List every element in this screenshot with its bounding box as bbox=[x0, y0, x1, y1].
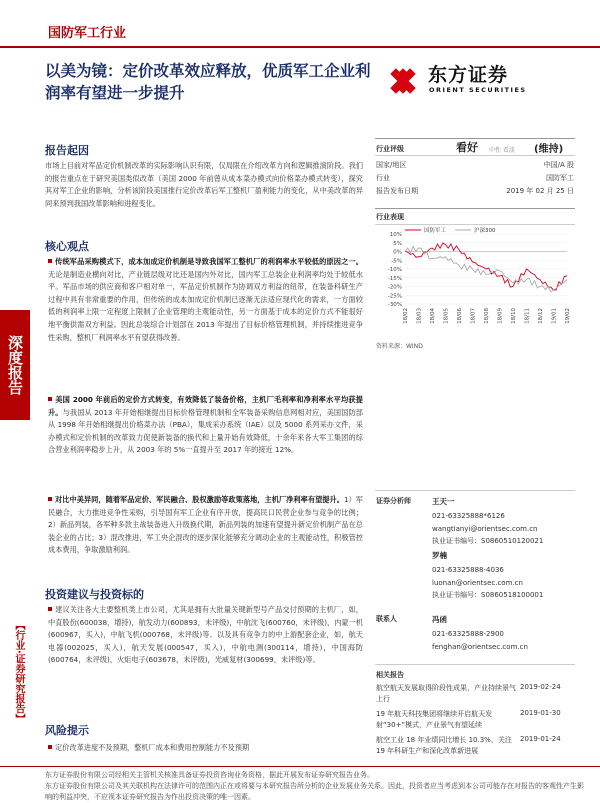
performance-chart bbox=[375, 226, 575, 338]
legend-label-1: 沪深300 bbox=[474, 228, 496, 234]
y-tick-label: -15% bbox=[387, 275, 402, 282]
rating-sep bbox=[375, 155, 575, 156]
x-tick-label: 19/01 bbox=[551, 308, 558, 324]
contact-label: 联系人 bbox=[376, 615, 397, 623]
core-bullet-3-bold: 对比中美异同，随着军品定价、军民融合、股权激励等政策落地，主机厂净利率有望提升。 bbox=[55, 495, 344, 504]
x-tick-label: 18/12 bbox=[538, 308, 544, 324]
side-tab-industry: 【行业·证券研究报告】 bbox=[13, 620, 24, 724]
analyst-1-name: 王天一 bbox=[432, 497, 455, 506]
x-tick-label: 18/09 bbox=[497, 308, 504, 324]
footer bbox=[45, 770, 585, 803]
contact-name: 冯函 bbox=[432, 615, 447, 624]
y-tick-label: -30% bbox=[387, 302, 402, 308]
section-invest-heading: 投资建议与投资标的 bbox=[45, 588, 144, 601]
chart-source: 资料来源：WIND bbox=[376, 343, 423, 350]
contact-email[interactable]: fenghan@orientsec.com.cn bbox=[432, 642, 528, 651]
risk-body: 定价改革进度不及预期，整机厂成本和费用控制能力不及预期 bbox=[55, 743, 250, 752]
perf-top-line bbox=[375, 208, 575, 209]
footer-line bbox=[0, 766, 600, 767]
core-bullet-3-text: 1）军民融合，大力推进竞争性采购，引导国有军工企业有序开放，提高民口民营企业参与竞争的比例；2）新品列装，各军种多款主战装备进入升级换代期，新品列装的加速有望提升新定价机制产品在总装企业的占比；3）混改推进，军工央企混改的逐步深化能够充分调动企业的主观能动性，积极管控成本费用，争取激励利润。 bbox=[48, 495, 363, 555]
perf-label: 行业表现 bbox=[376, 213, 404, 221]
core-bullet-2-text: 与我国从 2013 年开始相继提出目标价格管理机制和全军装备采购信息网相对应，美国国防部从 1998 年开始相继提出价格菜办法（PBA），集成采办系统（IAE）以及 5000 系列采办文件，采办模式和定价机制的改革致力促使新装备的换代和上量开始有效降低，十余年来各大军工集团的综合营业利润率稳步上升，从 2003 年的 5%一直提升至 2017 年的接近 12%。 bbox=[48, 407, 363, 455]
rating-value: 看好 bbox=[456, 141, 478, 154]
risk-text bbox=[48, 742, 363, 755]
bullet-square-icon bbox=[48, 497, 52, 501]
x-tick-label: 18/08 bbox=[484, 308, 490, 324]
x-tick-label: 18/10 bbox=[511, 308, 517, 324]
perf-sep bbox=[375, 224, 575, 225]
analyst-1-email[interactable]: wangtianyi@orientsec.com.cn bbox=[432, 524, 538, 533]
industry-label: 国防军工行业 bbox=[48, 26, 127, 41]
section-risk-heading: 风险提示 bbox=[45, 724, 89, 737]
section-origin-text: 市场上目前对军品定价机制改革的实际影响认识有限，仅局限在介绍改革方向和逻辑推演阶段。我们的报告重点在于研究美国类似改革（美国 2000 年前曾从成本菜办模式向价格菜办模式转变），探究其对军工企业的影响，分析该阶段美国推行定价改革后军工整机厂盈利能力的变化，从中美改革的异同来预判我国改革影响和进程变化。 bbox=[45, 161, 363, 208]
report-title: 以美为镜：定价改革效应释放，优质军工企业利润率有望进一步提升 bbox=[45, 62, 371, 102]
x-tick-label: 18/07 bbox=[470, 308, 477, 324]
logo-cn: 东方证券 bbox=[428, 64, 509, 86]
logo-en: ORIENT SECURITIES bbox=[429, 86, 527, 94]
analyst-1-phone: 021-63325888*6126 bbox=[432, 512, 505, 520]
related-item-1-title[interactable]: 航空航天发展取得阶段性成果，产业持续景气上行 bbox=[376, 684, 516, 703]
core-bullet-1-bold: 传统军品采购模式下，成本加成定价机制是导致我国军工整机厂的利润率水平较低的原因之一。 bbox=[55, 257, 363, 266]
y-tick-label: -10% bbox=[387, 267, 402, 273]
side-tab-deep-report: 深度报告 bbox=[0, 310, 30, 420]
orient-securities-logo bbox=[382, 58, 582, 104]
y-tick-label: -25% bbox=[387, 293, 402, 300]
y-tick-label: 0% bbox=[393, 249, 402, 256]
analyst-1-cert: 执业证书编号：S0860510120021 bbox=[432, 537, 544, 545]
invest-body: 建议关注各大主要整机类上市公司，尤其是拥有大批量关键新型号产品交付预期的主机厂，如，中直股份(600038，增持)，航发动力(600893，未评级)，中航沈飞(600760，未评级)，内蒙一机(600967，买入)，中航飞机(000768，未评级)等。以及具有竞争力的中上游配套企业，如，航天电器(002025，买入)，航天发展(000547，买入)，中航电测(300114，增持)，中国海防(600764，未评级)，火炬电子(603678，未评级)，光威复材(300699，未评级)等。 bbox=[48, 605, 363, 665]
core-bullet-1 bbox=[48, 256, 363, 344]
rating-row-industry-k: 行业 bbox=[376, 174, 390, 182]
y-tick-label: -5% bbox=[391, 258, 402, 265]
related-item-3-date: 2019-01-24 bbox=[520, 735, 561, 743]
bullet-square-icon bbox=[48, 259, 52, 263]
rating-row-date-v: 2019 年 02 月 25 日 bbox=[506, 187, 574, 195]
legend-label-0: 国防军工 bbox=[424, 228, 447, 234]
related-item-2-title[interactable]: 19 年航天科技集团将继续开启航天发射“30+”模式，产业景气有望延续 bbox=[376, 710, 493, 729]
analyst-1-info bbox=[432, 510, 543, 548]
analyst-top-line bbox=[375, 490, 575, 491]
related-label: 相关报告 bbox=[376, 671, 404, 679]
related-item-3-title[interactable]: 航空工业 18 年业绩同比增长 10.3%，关注 19 年科研生产和深化改革新进展 bbox=[376, 736, 512, 755]
analyst-label: 证券分析师 bbox=[376, 497, 411, 505]
section-origin-heading: 报告起因 bbox=[45, 144, 89, 157]
rating-row-region-v: 中国/A 股 bbox=[543, 161, 574, 169]
x-tick-label: 18/02 bbox=[403, 308, 409, 324]
x-tick-label: 18/11 bbox=[524, 308, 531, 324]
contact-info bbox=[432, 628, 528, 653]
x-tick-label: 19/02 bbox=[565, 308, 571, 324]
analyst-2-name: 罗楠 bbox=[432, 551, 447, 560]
logo-mark-icon bbox=[382, 58, 424, 104]
analyst-2-email[interactable]: luonan@orientsec.com.cn bbox=[432, 578, 523, 587]
rating-status: (维持) bbox=[534, 144, 564, 155]
x-tick-label: 18/06 bbox=[457, 308, 463, 324]
footer-line-1: 东方证券股份有限公司经相关主管机关核准具备证券投资咨询业务资格，据此开展发布证券研究报告业务。 bbox=[45, 771, 374, 779]
y-tick-label: 5% bbox=[393, 240, 402, 247]
contact-phone: 021-63325888-2900 bbox=[432, 630, 504, 638]
section-core-heading: 核心观点 bbox=[45, 240, 89, 253]
rating-options: 中性 看淡 bbox=[489, 147, 515, 154]
analyst-2-phone: 021-63325888-4036 bbox=[432, 566, 504, 574]
analyst-2-info bbox=[432, 564, 543, 602]
x-tick-label: 18/04 bbox=[430, 308, 436, 324]
series-line-0 bbox=[405, 243, 567, 290]
core-bullet-3 bbox=[48, 494, 363, 557]
rating-label: 行业评级 bbox=[376, 145, 404, 153]
rating-row-date-k: 报告发布日期 bbox=[376, 187, 418, 195]
x-tick-label: 18/03 bbox=[416, 308, 423, 324]
invest-text bbox=[48, 604, 363, 667]
related-top-line bbox=[375, 664, 575, 665]
rating-row-region-k: 国家/地区 bbox=[376, 161, 407, 169]
core-bullet-1-text: 无论是制造业横向对比，产业链层级对比还是国内外对比，国内军工总装企业利润率均处于较低水平。军品市场的供应商和客户相对单一，军品定价机制作为协调双方利益的纽带，在装备科研生产过程中具有非常重要的作用，但传统的成本加成定价机制已逐渐无法适应现代化的需求，一方面较低的利润率上限一定程度上限制了企业管理的主观能动性，另一方面基于成本的定价方式不能很好地平衡供需双方利益。因此总装综合计划部在 2013 年提出了目标价格管理机制，并持续推进竞争性采购，整机厂利润率水平有望获得改善。 bbox=[48, 269, 363, 342]
rating-row-industry-v: 国防军工 bbox=[546, 174, 574, 182]
core-bullet-2 bbox=[48, 394, 363, 457]
bullet-square-icon bbox=[48, 745, 52, 749]
core-bullet-2-bold: 美国 2000 年前后的定价方式转变，有效降低了装备价格，主机厂毛利率和净利率水平均获提升。 bbox=[48, 395, 363, 417]
bullet-square-icon bbox=[48, 397, 52, 401]
footer-line-2: 东方证券股份有限公司及其关联机构在法律许可的范围内正在或将要与本研究报告所分析的企业发展业务关系。因此，投资者应当考虑到本公司可能存在对报告的客观性产生影响的利益冲突，不应视本证券研究报告为作出投资决策的唯一因素。 bbox=[45, 782, 584, 801]
analyst-2-cert: 执业证书编号：S0860518100001 bbox=[432, 591, 544, 599]
related-item-2-date: 2019-01-30 bbox=[520, 709, 561, 717]
x-tick-label: 18/05 bbox=[443, 308, 450, 324]
related-item-1-date: 2019-02-24 bbox=[520, 683, 561, 691]
y-tick-label: 10% bbox=[389, 232, 402, 238]
bullet-square-icon bbox=[48, 607, 52, 611]
y-tick-label: -20% bbox=[387, 284, 402, 291]
